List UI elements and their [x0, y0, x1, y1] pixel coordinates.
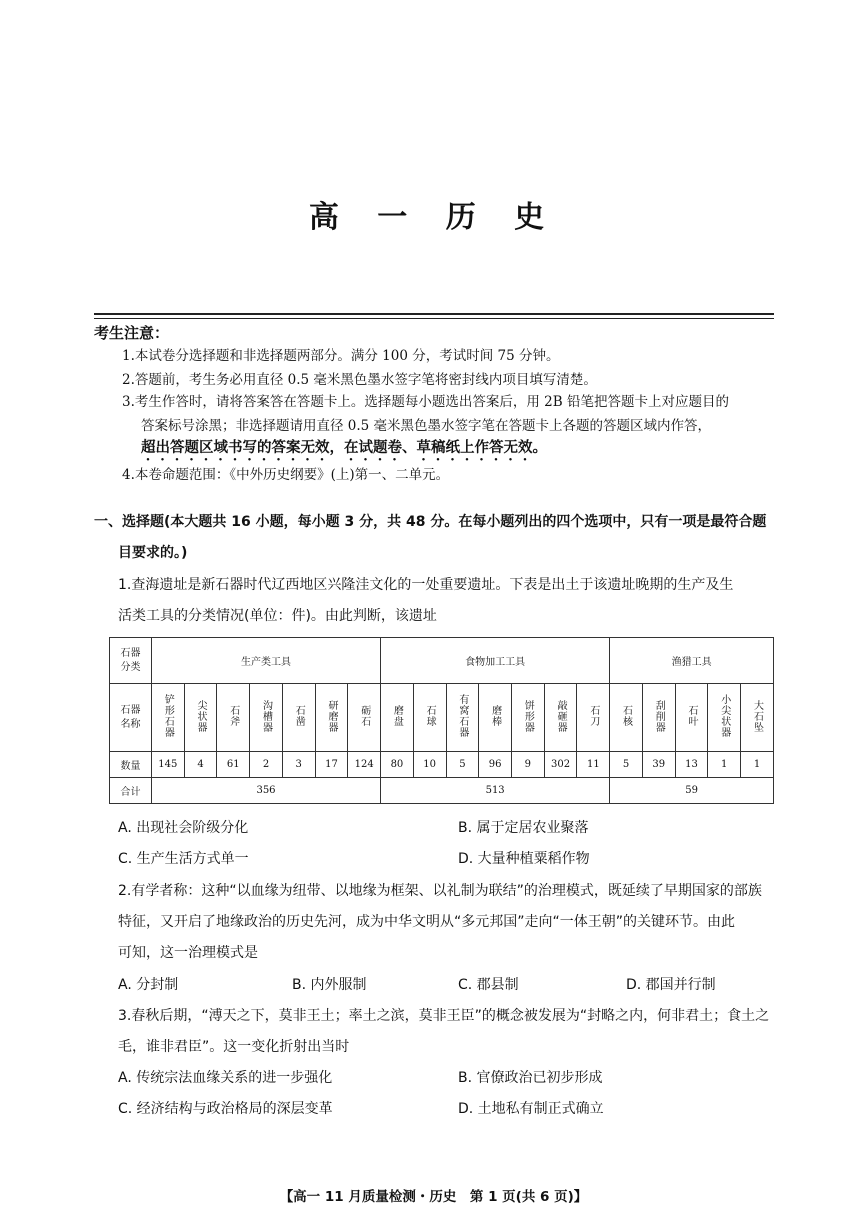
header-rule-thin	[94, 318, 774, 319]
tool-count-cell: 96	[479, 752, 512, 778]
tool-count-cell: 5	[610, 752, 643, 778]
tool-count-cell: 124	[348, 752, 381, 778]
question-1-stem: 1.查海遗址是新石器时代辽西地区兴隆洼文化的一处重要遗址。下表是出土于该遗址晚期的生产及生	[118, 577, 734, 593]
tool-name-cell: 沟槽器	[250, 684, 283, 752]
tool-count-cell: 302	[544, 752, 577, 778]
tool-name-cell: 磨盘	[381, 684, 414, 752]
tool-count-cell: 9	[511, 752, 544, 778]
q1-option-a[interactable]: A. 出现社会阶级分化	[118, 820, 249, 836]
table-header-count: 数量	[110, 752, 152, 778]
notice-item: 2.答题前，考生务必用直径 0.5 毫米黑色墨水签字笔将密封线内项目填写清楚。	[122, 372, 597, 388]
question-2-stem-cont: 特征，又开启了地缘政治的历史先河，成为中华文明从“多元邦国”走向“一体王朝”的关键环节。由此	[118, 914, 736, 930]
question-2-stem: 2.有学者称：这种“以血缘为纽带、以地缘为框架、以礼制为联结”的治理模式，既延续了早期国家的部族	[118, 883, 762, 899]
tool-count-cell: 61	[217, 752, 250, 778]
group-header: 渔猎工具	[610, 638, 774, 684]
group-total: 59	[610, 778, 774, 804]
notice-item: 1.本试卷分选择题和非选择题两部分。满分 100 分，考试时间 75 分钟。	[122, 348, 560, 364]
table-header-total: 合计	[110, 778, 152, 804]
group-total: 513	[381, 778, 610, 804]
notice-item-emphasis: 超出答题区域书写的答案无效，在试题卷、草稿纸上作答无效。	[141, 440, 547, 456]
tool-name-cell: 铲形石器	[151, 684, 184, 752]
question-3-stem: 3.春秋后期，“溥天之下，莫非王土；率土之滨，莫非王臣”的概念被发展为“封略之内，何非君土；食土之	[118, 1008, 770, 1024]
table-header-name: 石器名称	[110, 684, 152, 752]
q1-option-c[interactable]: C. 生产生活方式单一	[118, 851, 249, 867]
table-header-class: 石器分类	[110, 638, 152, 684]
tool-name-cell: 石叶	[675, 684, 708, 752]
question-3-stem-cont: 毛，谁非君臣”。这一变化折射出当时	[118, 1039, 350, 1055]
q2-option-c[interactable]: C. 郡县制	[458, 977, 519, 993]
question-2-stem-cont: 可知，这一治理模式是	[118, 945, 258, 961]
q2-option-d[interactable]: D. 郡国并行制	[626, 977, 716, 993]
tool-name-cell: 敲砸器	[544, 684, 577, 752]
tool-count-cell: 4	[184, 752, 217, 778]
tool-count-cell: 1	[708, 752, 741, 778]
q1-option-b[interactable]: B. 属于定居农业聚落	[458, 820, 589, 836]
section-heading: 一、选择题(本大题共 16 小题，每小题 3 分，共 48 分。在每小题列出的四个选项中，只有一项是最符合题	[94, 514, 767, 530]
tool-name-cell: 石球	[413, 684, 446, 752]
q1-option-d[interactable]: D. 大量种植粟稻作物	[458, 851, 590, 867]
notice-item: 4.本卷命题范围：《中外历史纲要》(上)第一、二单元。	[122, 467, 450, 483]
tool-count-cell: 2	[250, 752, 283, 778]
q3-option-a[interactable]: A. 传统宗法血缘关系的进一步强化	[118, 1070, 333, 1086]
tool-name-cell: 刮削器	[642, 684, 675, 752]
tool-name-cell: 磨棒	[479, 684, 512, 752]
tool-count-cell: 145	[151, 752, 184, 778]
tool-count-cell: 80	[381, 752, 414, 778]
tool-name-cell: 小尖状器	[708, 684, 741, 752]
tool-name-cell: 石核	[610, 684, 643, 752]
header-rule	[94, 313, 774, 315]
group-total: 356	[151, 778, 380, 804]
tool-name-cell: 大石坠	[741, 684, 774, 752]
tool-name-cell: 尖状器	[184, 684, 217, 752]
notice-item: 3.考生作答时，请将答案答在答题卡上。选择题每小题选出答案后，用 2B 铅笔把答题卡上对应题目的	[122, 394, 729, 410]
tool-count-cell: 39	[642, 752, 675, 778]
tool-name-cell: 砺石	[348, 684, 381, 752]
tool-name-cell: 有窝石器	[446, 684, 479, 752]
group-header: 食物加工工具	[381, 638, 610, 684]
question-1-stem-cont: 活类工具的分类情况(单位：件)。由此判断，该遗址	[118, 608, 437, 624]
section-heading-cont: 目要求的。)	[118, 545, 188, 561]
tool-name-cell: 石刀	[577, 684, 610, 752]
q2-option-b[interactable]: B. 内外服制	[292, 977, 367, 993]
tool-table	[109, 637, 774, 804]
tool-count-cell: 1	[741, 752, 774, 778]
tool-count-cell: 3	[282, 752, 315, 778]
page-title: 高 一 历 史	[308, 200, 559, 235]
tool-count-cell: 5	[446, 752, 479, 778]
tool-name-cell: 石斧	[217, 684, 250, 752]
notice-item: 答案标号涂黑；非选择题请用直径 0.5 毫米黑色墨水签字笔在答题卡上各题的答题区域内作答，	[141, 418, 712, 434]
group-header: 生产类工具	[151, 638, 380, 684]
q3-option-d[interactable]: D. 土地私有制正式确立	[458, 1101, 604, 1117]
q3-option-b[interactable]: B. 官僚政治已初步形成	[458, 1070, 603, 1086]
tool-count-cell: 11	[577, 752, 610, 778]
q2-option-a[interactable]: A. 分封制	[118, 977, 179, 993]
tool-count-cell: 17	[315, 752, 348, 778]
notice-heading: 考生注意：	[94, 324, 170, 342]
tool-name-cell: 饼形器	[511, 684, 544, 752]
tool-count-cell: 10	[413, 752, 446, 778]
q3-option-c[interactable]: C. 经济结构与政治格局的深层变革	[118, 1101, 333, 1117]
page-footer: 【高一 11 月质量检测・历史 第 1 页(共 6 页)】	[279, 1189, 588, 1205]
tool-name-cell: 研磨器	[315, 684, 348, 752]
tool-count-cell: 13	[675, 752, 708, 778]
tool-name-cell: 石凿	[282, 684, 315, 752]
